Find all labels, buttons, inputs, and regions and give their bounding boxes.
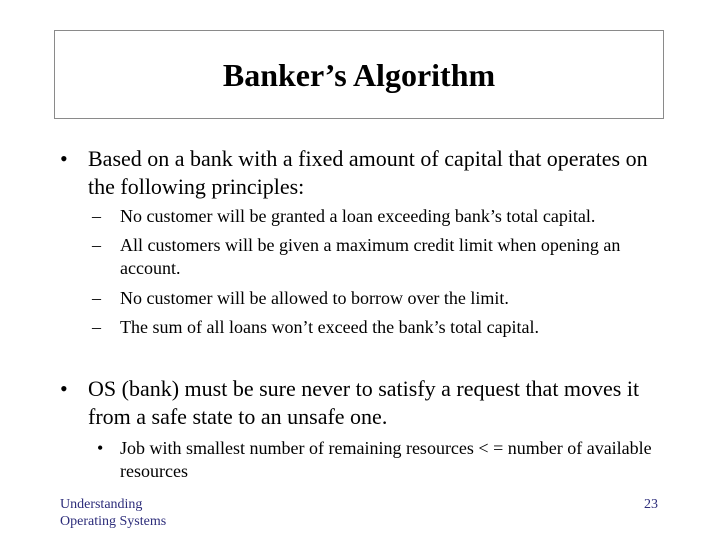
bullet-text: Based on a bank with a fixed amount of capital that operates on the following principles: <box>88 146 648 199</box>
sub-bullet-text: No customer will be allowed to borrow over the limit. <box>120 288 509 308</box>
bullet-icon: • <box>60 376 68 401</box>
page-number: 23 <box>644 497 658 512</box>
footer-line: Understanding <box>60 497 143 512</box>
sub-bullet-text: All customers will be given a maximum credit limit when opening an account. <box>120 235 621 278</box>
dash-icon: – <box>92 235 101 255</box>
dash-icon: – <box>92 206 101 226</box>
sub-bullet-text: No customer will be granted a loan exceeding bank’s total capital. <box>120 206 596 226</box>
sub-bullet-text: Job with smallest number of remaining resources < = number of available resources <box>120 438 652 481</box>
bullet-icon: • <box>60 146 68 171</box>
sub-bullet-text: The sum of all loans won’t exceed the bank’s total capital. <box>120 317 540 337</box>
sub-bullet-item <box>92 287 672 310</box>
bullet-item-capital <box>60 145 670 201</box>
bullet-icon: • <box>97 438 104 458</box>
sub-bullet-item <box>92 234 672 280</box>
footer-course-title <box>60 496 166 530</box>
dash-icon: – <box>92 288 101 308</box>
footer-line: Operating Systems <box>60 514 167 529</box>
sub-bullet-item <box>92 316 672 339</box>
bullet-item-safe-state <box>60 375 670 431</box>
sub-bullet-item <box>97 437 657 483</box>
slide-title: Banker’s Algorithm <box>222 56 496 93</box>
dash-icon: – <box>92 317 101 337</box>
bullet-text: OS (bank) must be sure never to satisfy a request that moves it from a safe state to an unsafe one. <box>88 376 640 429</box>
title-box <box>54 30 664 119</box>
sub-bullet-item <box>92 205 672 228</box>
